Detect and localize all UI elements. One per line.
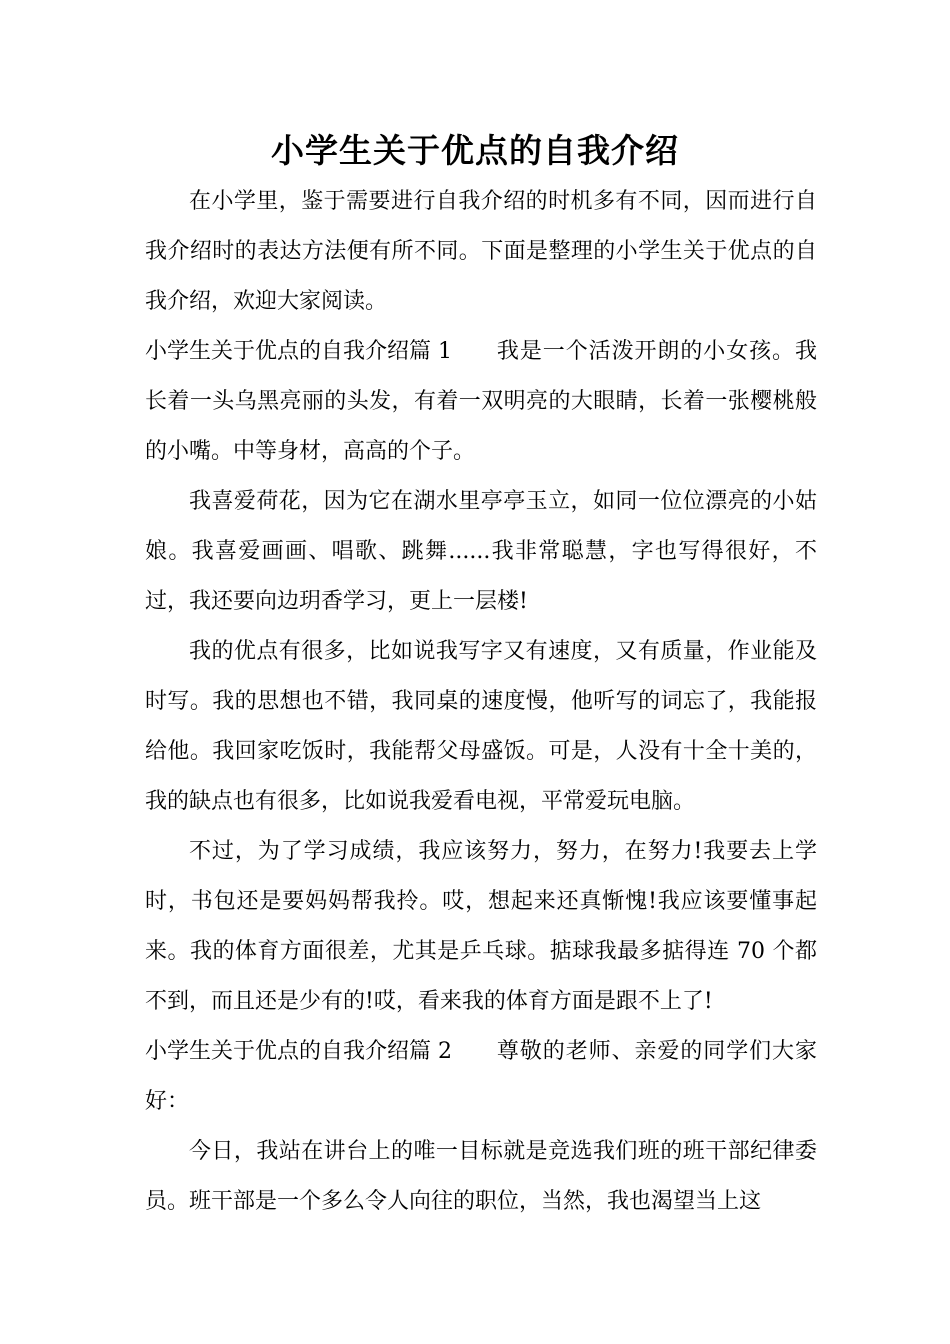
section-2-paragraph-2: 今日，我站在讲台上的唯一目标就是竞选我们班的班干部纪律委员。班干部是一个多么令人向往的职位，当然，我也渴望当上这 [145, 1139, 817, 1214]
section-1-paragraph [145, 327, 817, 477]
section-1-paragraph-3: 我的优点有很多，比如说我写字又有速度，又有质量，作业能及时写。我的思想也不错，我同桌的速度慢，他听写的词忘了，我能报给他。我回家吃饭时，我能帮父母盛饭。可是，人没有十全十美的，我的缺点也有很多，比如说我爱看电视，平常爱玩电脑。 [145, 639, 817, 814]
intro-paragraph: 在小学里，鉴于需要进行自我介绍的时机多有不同，因而进行自我介绍时的表达方法便有所不同。下面是整理的小学生关于优点的自我介绍，欢迎大家阅读。 [145, 189, 817, 314]
document-body [145, 177, 817, 1227]
section-2-heading: 小学生关于优点的自我介绍篇 2 [145, 1039, 452, 1064]
section-2-lead: 尊敬的老师、亲爱的同学们大家好： [145, 1039, 817, 1114]
section-1-paragraph-4: 不过，为了学习成绩，我应该努力，努力，在努力!我要去上学时，书包还是要妈妈帮我拎。哎，想起来还真惭愧!我应该要懂事起来。我的体育方面很差，尤其是乒乓球。掂球我最多掂得连 70 个都不到，而且还是少有的!哎，看来我的体育方面是跟不上了! [145, 839, 817, 1014]
document-title: 小学生关于优点的自我介绍 [271, 131, 679, 170]
section-1-heading: 小学生关于优点的自我介绍篇 1 [145, 339, 452, 364]
section-2-paragraph [145, 1027, 817, 1127]
section-1-paragraph-2: 我喜爱荷花，因为它在湖水里亭亭玉立，如同一位位漂亮的小姑娘。我喜爱画画、唱歌、跳舞......我非常聪慧，字也写得很好，不过，我还要向边玥香学习，更上一层楼! [145, 489, 817, 614]
section-1-lead: 我是一个活泼开朗的小女孩。我长着一头乌黑亮丽的头发，有着一双明亮的大眼睛，长着一张樱桃般的小嘴。中等身材，高高的个子。 [145, 339, 817, 464]
